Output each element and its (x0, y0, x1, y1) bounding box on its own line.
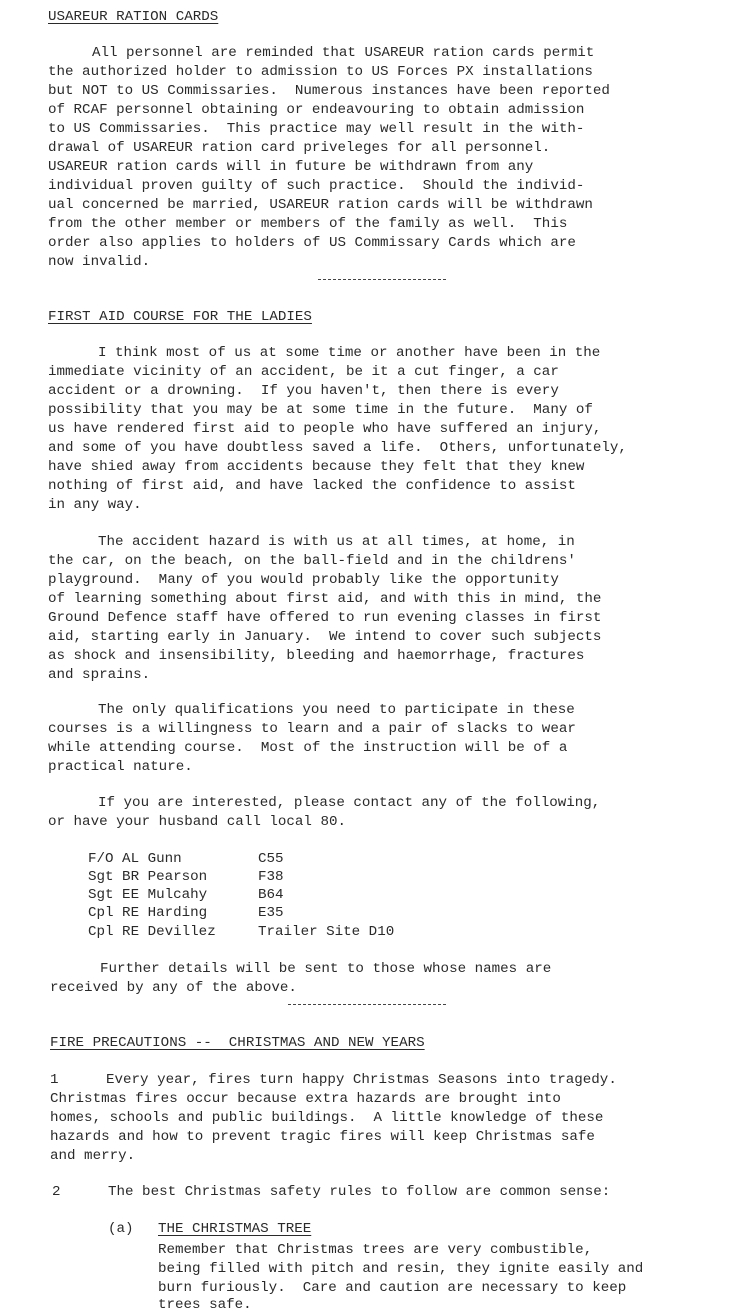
section-title-ration-cards: USAREUR RATION CARDS (48, 9, 219, 25)
text-line: USAREUR ration cards will in future be withdrawn from any (48, 159, 534, 175)
text-line: as shock and insensibility, bleeding and haemorrhage, fractures (48, 648, 585, 664)
text-line: received by any of the above. (50, 980, 297, 996)
item-number: 2 (52, 1184, 61, 1200)
contact-location: F38 (258, 869, 284, 885)
text-line: individual proven guilty of such practice. Should the individ- (48, 178, 585, 194)
text-line: accident or a drowning. If you haven't, then there is every (48, 383, 559, 399)
text-line: ual concerned be married, USAREUR ration cards will be withdrawn (48, 197, 593, 213)
contact-location: C55 (258, 851, 284, 867)
text-line: but NOT to US Commissaries. Numerous instances have been reported (48, 83, 610, 99)
text-line: The accident hazard is with us at all times, at home, in (98, 534, 575, 550)
item-number: 1 (50, 1072, 59, 1088)
text-line: The best Christmas safety rules to follow are common sense: (108, 1184, 611, 1200)
text-line: If you are interested, please contact any of the following, (98, 795, 601, 811)
text-line: Remember that Christmas trees are very combustible, (158, 1242, 593, 1258)
text-line: playground. Many of you would probably like the opportunity (48, 572, 559, 588)
text-line: us have rendered first aid to people who have suffered an injury, (48, 421, 602, 437)
contact-name: Sgt BR Pearson (88, 869, 208, 885)
text-line: Every year, fires turn happy Christmas Seasons into tragedy. (106, 1072, 617, 1088)
text-line: drawal of USAREUR ration card priveleges for all personnel. (48, 140, 551, 156)
text-line: and some of you have doubtless saved a life. Others, unfortunately, (48, 440, 627, 456)
text-line: immediate vicinity of an accident, be it a cut finger, a car (48, 364, 559, 380)
text-line: Christmas fires occur because extra hazards are brought into (50, 1091, 561, 1107)
text-line: and merry. (50, 1148, 136, 1164)
section-title-fire-precautions: FIRE PRECAUTIONS -- CHRISTMAS AND NEW YEARS (50, 1035, 425, 1051)
subitem-label: (a) (108, 1221, 134, 1237)
section-divider (318, 279, 446, 280)
subitem-title-christmas-tree: THE CHRISTMAS TREE (158, 1221, 312, 1237)
text-line: Ground Defence staff have offered to run evening classes in first (48, 610, 602, 626)
text-line: courses is a willingness to learn and a pair of slacks to wear (48, 721, 576, 737)
text-line: have shied away from accidents because they felt that they knew (48, 459, 585, 475)
text-line: the car, on the beach, on the ball-field and in the childrens' (48, 553, 576, 569)
text-line: of RCAF personnel obtaining or endeavouring to obtain admission (48, 102, 585, 118)
text-line: homes, schools and public buildings. A little knowledge of these (50, 1110, 604, 1126)
text-line: of learning something about first aid, and with this in mind, the (48, 591, 602, 607)
text-line: trees safe. (158, 1297, 252, 1313)
text-line: Further details will be sent to those whose names are (100, 961, 552, 977)
text-line: now invalid. (48, 254, 151, 270)
text-line: order also applies to holders of US Commissary Cards which are (48, 235, 576, 251)
text-line: possibility that you may be at some time in the future. Many of (48, 402, 593, 418)
contact-name: Cpl RE Devillez (88, 924, 216, 940)
text-line: while attending course. Most of the instruction will be of a (48, 740, 568, 756)
contact-name: Cpl RE Harding (88, 905, 208, 921)
contact-location: E35 (258, 905, 284, 921)
text-line: All personnel are reminded that USAREUR ration cards permit (92, 45, 595, 61)
text-line: burn furiously. Care and caution are necessary to keep (158, 1280, 627, 1296)
contact-location: B64 (258, 887, 284, 903)
text-line: the authorized holder to admission to US Forces PX installations (48, 64, 593, 80)
text-line: or have your husband call local 80. (48, 814, 346, 830)
text-line: aid, starting early in January. We intend to cover such subjects (48, 629, 602, 645)
text-line: practical nature. (48, 759, 193, 775)
section-title-first-aid: FIRST AID COURSE FOR THE LADIES (48, 309, 312, 325)
section-divider (288, 1004, 446, 1005)
text-line: I think most of us at some time or another have been in the (98, 345, 601, 361)
text-line: hazards and how to prevent tragic fires will keep Christmas safe (50, 1129, 595, 1145)
text-line: The only qualifications you need to participate in these (98, 702, 575, 718)
text-line: to US Commissaries. This practice may well result in the with- (48, 121, 585, 137)
contact-name: F/O AL Gunn (88, 851, 182, 867)
contact-name: Sgt EE Mulcahy (88, 887, 208, 903)
text-line: from the other member or members of the family as well. This (48, 216, 568, 232)
text-line: and sprains. (48, 667, 151, 683)
text-line: in any way. (48, 497, 142, 513)
text-line: nothing of first aid, and have lacked the confidence to assist (48, 478, 576, 494)
contact-location: Trailer Site D10 (258, 924, 395, 940)
text-line: being filled with pitch and resin, they ignite easily and (158, 1261, 644, 1277)
